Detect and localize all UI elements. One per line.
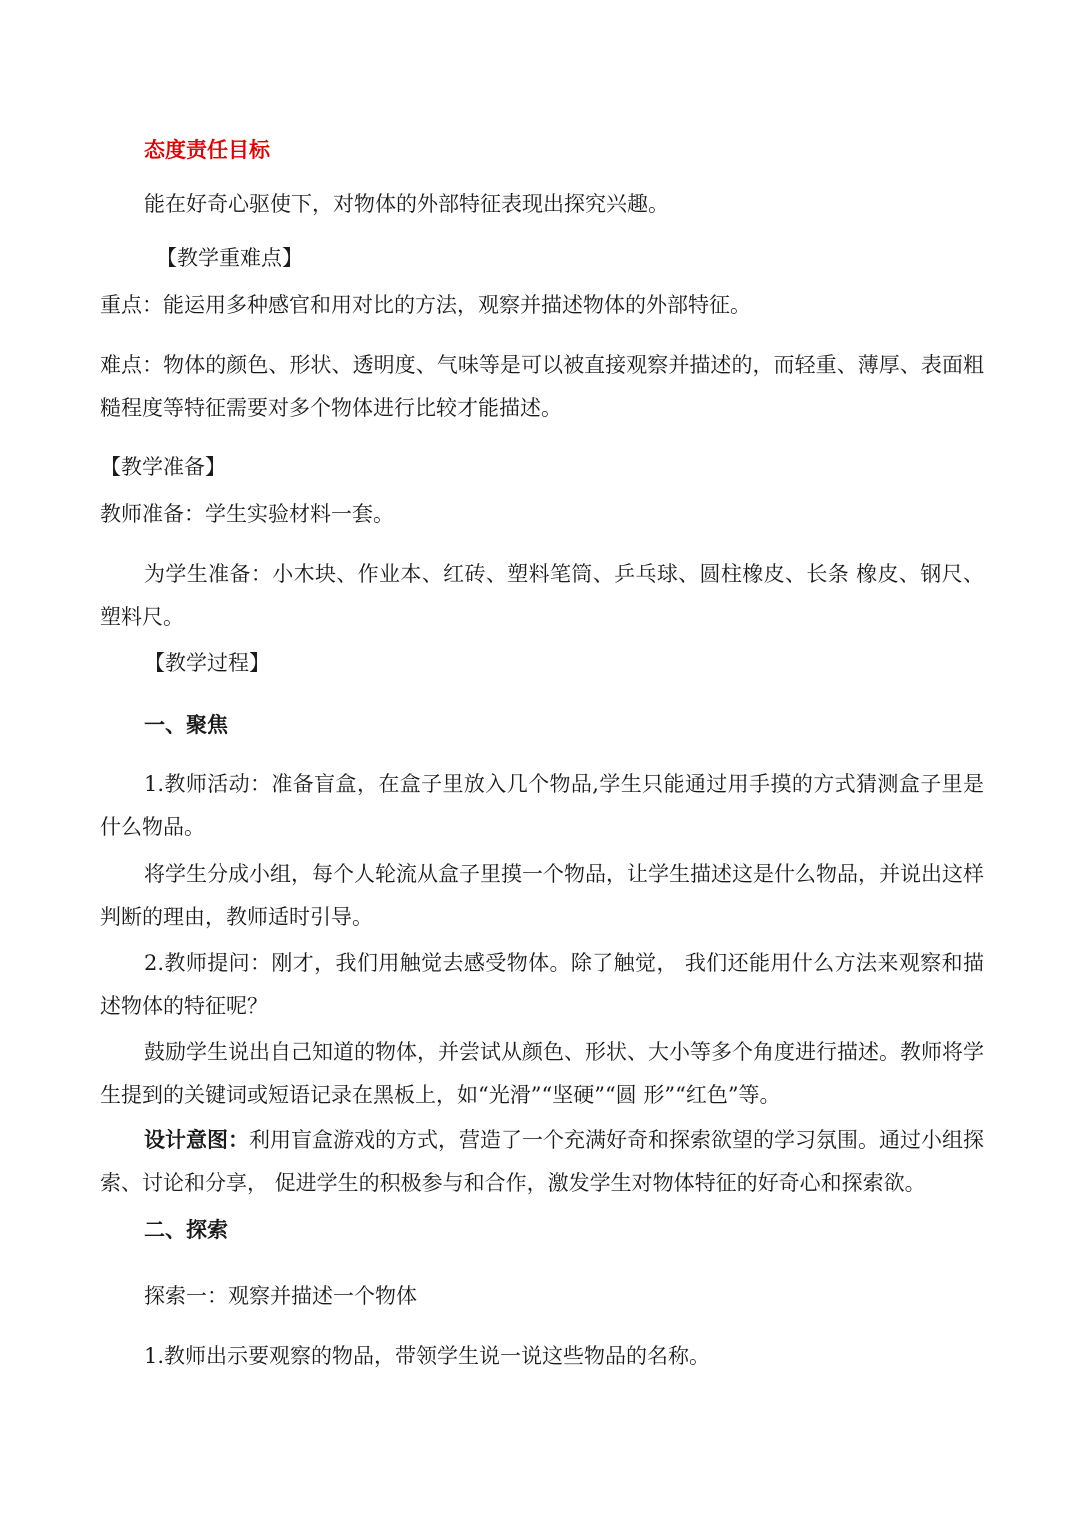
key-point: 重点：能运用多种感官和用对比的方法，观察并描述物体的外部特征。 xyxy=(100,293,751,317)
attitude-text: 能在好奇心驱使下，对物体的外部特征表现出探究兴趣。 xyxy=(144,192,669,216)
step1-detail: 将学生分成小组，每个人轮流从盒子里摸一个物品，让学生描述这是什么物品，并说出这样判断的理由，教师适时引导。 xyxy=(100,862,984,929)
key-difficult-heading: 【教学重难点】 xyxy=(156,246,303,270)
teacher-prep: 教师准备：学生实验材料一套。 xyxy=(100,502,394,526)
section2-heading: 二、探索 xyxy=(144,1217,228,1242)
prep-heading: 【教学准备】 xyxy=(100,455,226,479)
step2-detail: 鼓励学生说出自己知道的物体，并尝试从颜色、形状、大小等多个角度进行描述。教师将学生提到的关键词或短语记录在黑板上，如“光滑”“坚硬”“圆 形”“红色”等。 xyxy=(100,1040,984,1107)
design-intent xyxy=(100,1118,984,1205)
step2-text: 2.教师提问：刚才，我们用触觉去感受物体。除了触觉， 我们还能用什么方法来观察和描述物体的特征呢？ xyxy=(100,951,984,1018)
step1-text: 1.教师活动：准备盲盒，在盒子里放入几个物品,学生只能通过用手摸的方式猜测盒子里是什么物品。 xyxy=(100,772,984,839)
explore1-step1: 1.教师出示要观察的物品，带领学生说一说这些物品的名称。 xyxy=(144,1344,711,1368)
explore1-heading: 探索一：观察并描述一个物体 xyxy=(144,1284,417,1308)
process-heading: 【教学过程】 xyxy=(144,651,270,675)
design-intent-text: 利用盲盒游戏的方式，营造了一个充满好奇和探索欲望的学习氛围。通过小组探索、讨论和分享， 促进学生的积极参与和合作，激发学生对物体特征的好奇心和探索欲。 xyxy=(100,1128,984,1195)
student-prep: 为学生准备：小木块、作业本、红砖、塑料笔筒、乒乓球、圆柱橡皮、长条 橡皮、钢尺、塑料尺。 xyxy=(100,562,984,629)
section1-heading: 一、聚焦 xyxy=(144,712,228,737)
design-intent-label: 设计意图： xyxy=(144,1127,249,1152)
attitude-heading: 态度责任目标 xyxy=(144,137,270,162)
difficult-point: 难点：物体的颜色、形状、透明度、气味等是可以被直接观察并描述的，而轻重、薄厚、表面粗糙程度等特征需要对多个物体进行比较才能描述。 xyxy=(100,353,984,420)
